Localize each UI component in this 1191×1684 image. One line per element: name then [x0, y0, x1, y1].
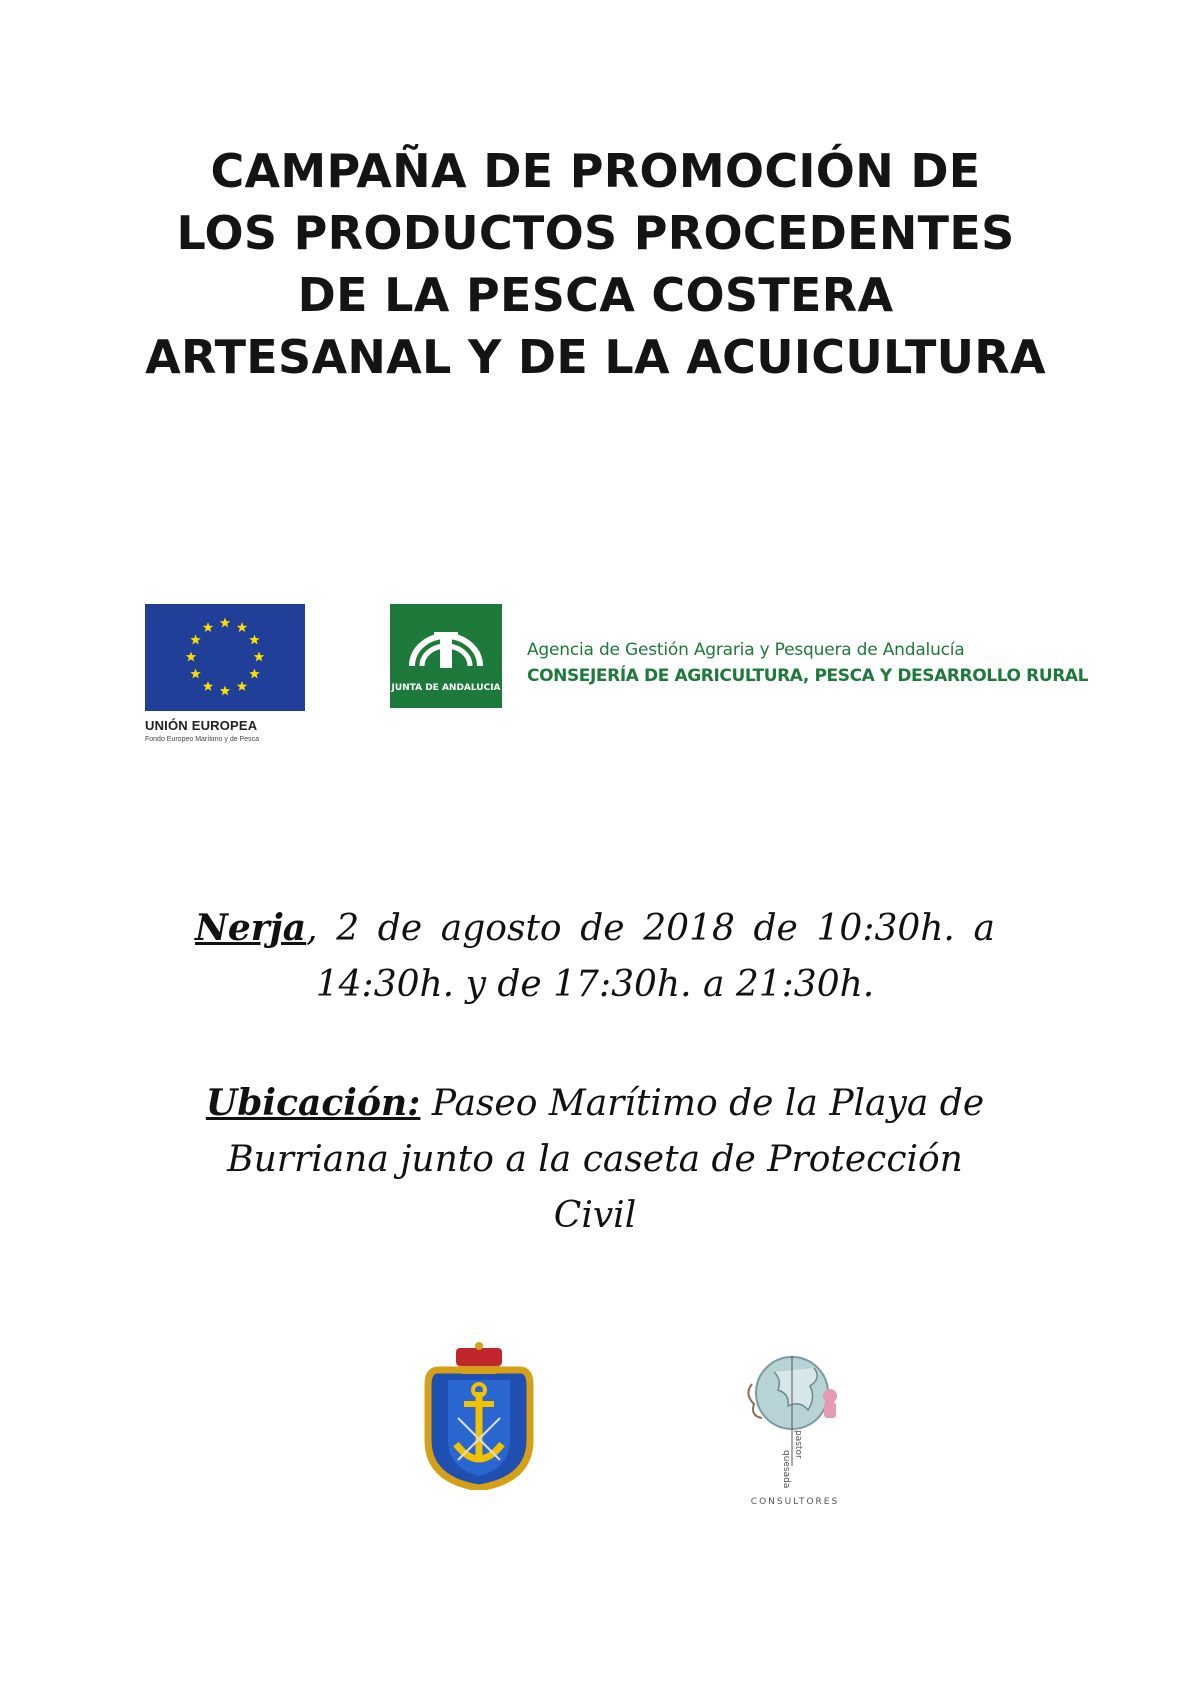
location-label: Ubicación:: [205, 1082, 421, 1124]
junta-andalucia-logo: [390, 604, 502, 708]
consultores-word-1: quesada: [781, 1450, 791, 1489]
poster-title: [0, 140, 1191, 388]
event-details: , 2 de agosto de 2018 de 10:30h. a 14:30h. y de 17:30h. a 21:30h.: [306, 908, 995, 1005]
eu-subtitle: Fondo Europeo Marítimo y de Pesca: [145, 736, 260, 743]
eu-flag-logo: [145, 604, 305, 711]
title-line-1: CAMPAÑA DE PROMOCIÓN DE: [210, 144, 981, 198]
title-line-2: LOS PRODUCTOS PROCEDENTES: [176, 206, 1015, 260]
location-text: Paseo Marítimo de la Playa de Burriana junto a la caseta de Protección Civil: [227, 1083, 985, 1236]
event-location: [195, 1075, 995, 1244]
consultores-caption: CONSULTORES: [750, 1497, 840, 1507]
quesada-pastor-consultores-logo: [730, 1338, 860, 1508]
consejeria-name: CONSEJERÍA DE AGRICULTURA, PESCA Y DESARROLLO RURAL: [527, 666, 1089, 686]
eu-caption: [145, 718, 345, 743]
junta-logo-text: JUNTA DE ANDALUCIA: [391, 683, 501, 693]
title-line-4: ARTESANAL Y DE LA ACUICULTURA: [145, 330, 1046, 384]
event-date-time: [195, 900, 995, 1013]
consultores-word-2: pastor: [793, 1430, 803, 1459]
event-place: Nerja: [195, 907, 307, 949]
agency-name: Agencia de Gestión Agraria y Pesquera de Andalucía: [527, 640, 965, 660]
junta-text-block: [527, 640, 1127, 686]
municipal-crest-logo: [418, 1340, 540, 1490]
title-line-3: DE LA PESCA COSTERA: [297, 268, 894, 322]
eu-title: UNIÓN EUROPEA: [145, 718, 258, 733]
